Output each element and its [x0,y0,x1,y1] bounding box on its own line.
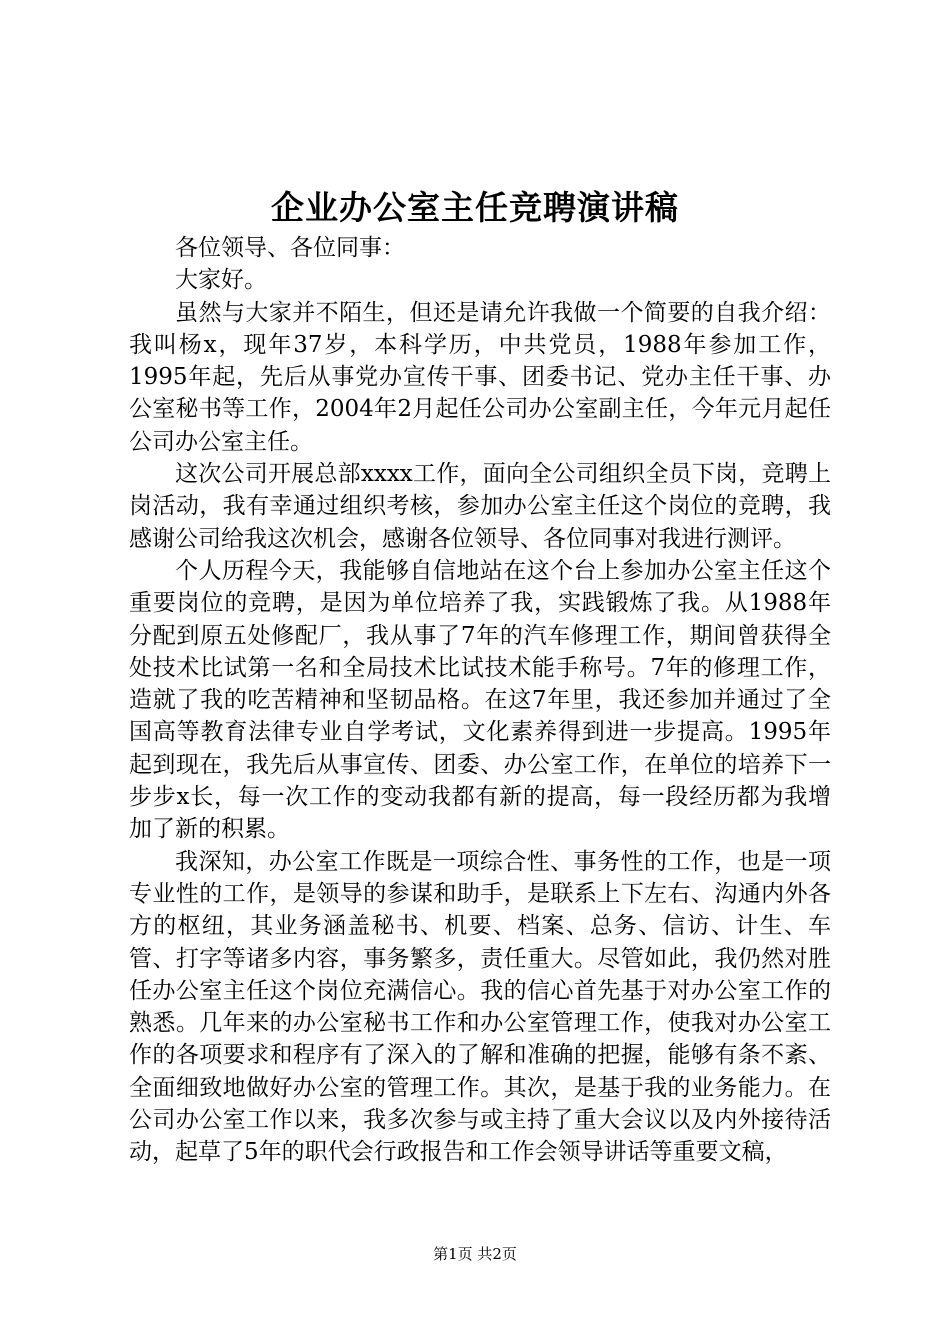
salutation-paragraph: 大家好。 [175,267,267,294]
document-body [129,232,831,1169]
competition-paragraph: 这次公司开展总部xxxx工作，面向全公司组织全员下岗，竞聘上岗活动，我有幸通过组织考核，参加办公室主任这个岗位的竞聘，我感谢公司给我这次机会，感谢各位领导、各位同事对我进行测评。 [129,461,831,552]
page-number-footer: 第1页 共2页 [433,1245,517,1263]
personal-history-paragraph: 个人历程今天，我能够自信地站在这个台上参加办公室主任这个重要岗位的竞聘，是因为单位培养了我，实践锻炼了我。从1988年分配到原五处修配厂，我从事了7年的汽车修理工作，期间曾获得全处技术比试第一名和全局技术比试技术能手称号。7年的修理工作，造就了我的吃苦精神和坚韧品格。在这7年里，我还参加并通过了全国高等教育法律专业自学考试，文化素养得到进一步提高。1995年起到现在，我先后从事宣传、团委、办公室工作，在单位的培养下一步步x长，每一次工作的变动我都有新的提高，每一段经历都为我增加了新的积累。 [129,557,831,843]
office-work-paragraph: 我深知，办公室工作既是一项综合性、事务性的工作，也是一项专业性的工作，是领导的参谋和助手，是联系上下左右、沟通内外各方的枢纽，其业务涵盖秘书、机要、档案、总务、信访、计生、车管、打字等诸多内容，事务繁多，责任重大。尽管如此，我仍然对胜任办公室主任这个岗位充满信心。我的信心首先基于对办公室工作的熟悉。几年来的办公室秘书工作和办公室管理工作，使我对办公室工作的各项要求和程序有了深入的了解和准确的把握，能够有条不紊、全面细致地做好办公室的管理工作。其次，是基于我的业务能力。在公司办公室工作以来，我多次参与或主持了重大会议以及内外接待活动，起草了5年的职代会行政报告和工作会领导讲话等重要文稿， [129,848,831,1166]
document-title: 企业办公室主任竞聘演讲稿 [271,188,679,227]
greeting-paragraph: 各位领导、各位同事： [175,235,405,261]
self-introduction-paragraph: 虽然与大家并不陌生，但还是请允许我做一个简要的自我介绍：我叫杨x，现年37岁，本科学历，中共党员，1988年参加工作，1995年起，先后从事党办宣传干事、团委书记、党办主任干事、办公室秘书等工作，2004年2月起任公司办公室副主任，今年元月起任公司办公室主任。 [129,299,831,455]
